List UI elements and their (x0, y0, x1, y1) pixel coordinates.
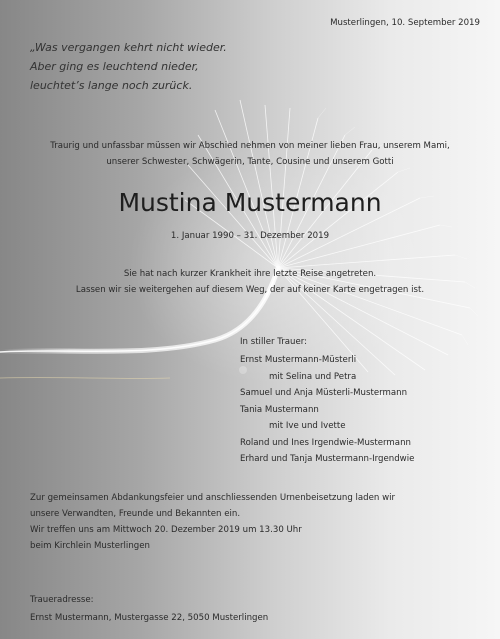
farewell-line: Lassen wir sie weitergehen auf diesem Weg, der auf keiner Karte engetragen ist. (75, 285, 425, 295)
ceremony-line: beim Kirchlein Musterlingen (30, 541, 150, 551)
ceremony-line: Wir treffen uns am Mittwoch 20. Dezember 2019 um 13.30 Uhr (30, 525, 302, 535)
mourner-entry: Samuel und Anja Müsterli-Mustermann (240, 388, 408, 398)
quote-line: „Was vergangen kehrt nicht wieder. (30, 41, 227, 54)
mourners-heading: In stiller Trauer: (240, 337, 308, 347)
mourners-list (240, 352, 414, 468)
announcement-intro (0, 138, 500, 170)
ceremony-invitation (30, 490, 395, 554)
farewell-text (0, 266, 500, 298)
place-and-date: Musterlingen, 10. September 2019 (330, 18, 480, 28)
life-dates: 1. Januar 1990 – 31. Dezember 2019 (170, 231, 330, 241)
farewell-line: Sie hat nach kurzer Krankheit ihre letzte Reise angetreten. (123, 269, 377, 279)
mourning-address: Ernst Mustermann, Mustergasse 22, 5050 Musterlingen (30, 613, 269, 623)
address-label: Traueradresse: (30, 595, 94, 605)
ceremony-line: unsere Verwandten, Freunde und Bekannten ein. (30, 509, 241, 519)
ceremony-line: Zur gemeinsamen Abdankungsfeier und anschliessenden Urnenbeisetzung laden wir (30, 493, 396, 503)
deceased-name: Mustina Mustermann (118, 188, 382, 217)
mourner-entry: mit Ive und Ivette (269, 421, 346, 431)
mourner-entry: mit Selina und Petra (269, 371, 357, 382)
quote-line: Aber ging es leuchtend nieder, (30, 60, 199, 73)
mourner-entry: Tania Mustermann (240, 404, 319, 415)
intro-line: unserer Schwester, Schwägerin, Tante, Cousine und unserem Gotti (106, 157, 394, 167)
mourner-entry: Erhard und Tanja Mustermann-Irgendwie (240, 454, 415, 464)
intro-line: Traurig und unfassbar müssen wir Abschied nehmen von meiner lieben Frau, unserem Mami, (50, 141, 450, 151)
mourner-entry: Roland und Ines Irgendwie-Mustermann (240, 437, 411, 448)
quote-line: leuchtet’s lange noch zurück. (30, 79, 193, 92)
mourner-entry: Ernst Mustermann-Müsterli (240, 355, 357, 365)
memorial-quote (30, 38, 227, 95)
